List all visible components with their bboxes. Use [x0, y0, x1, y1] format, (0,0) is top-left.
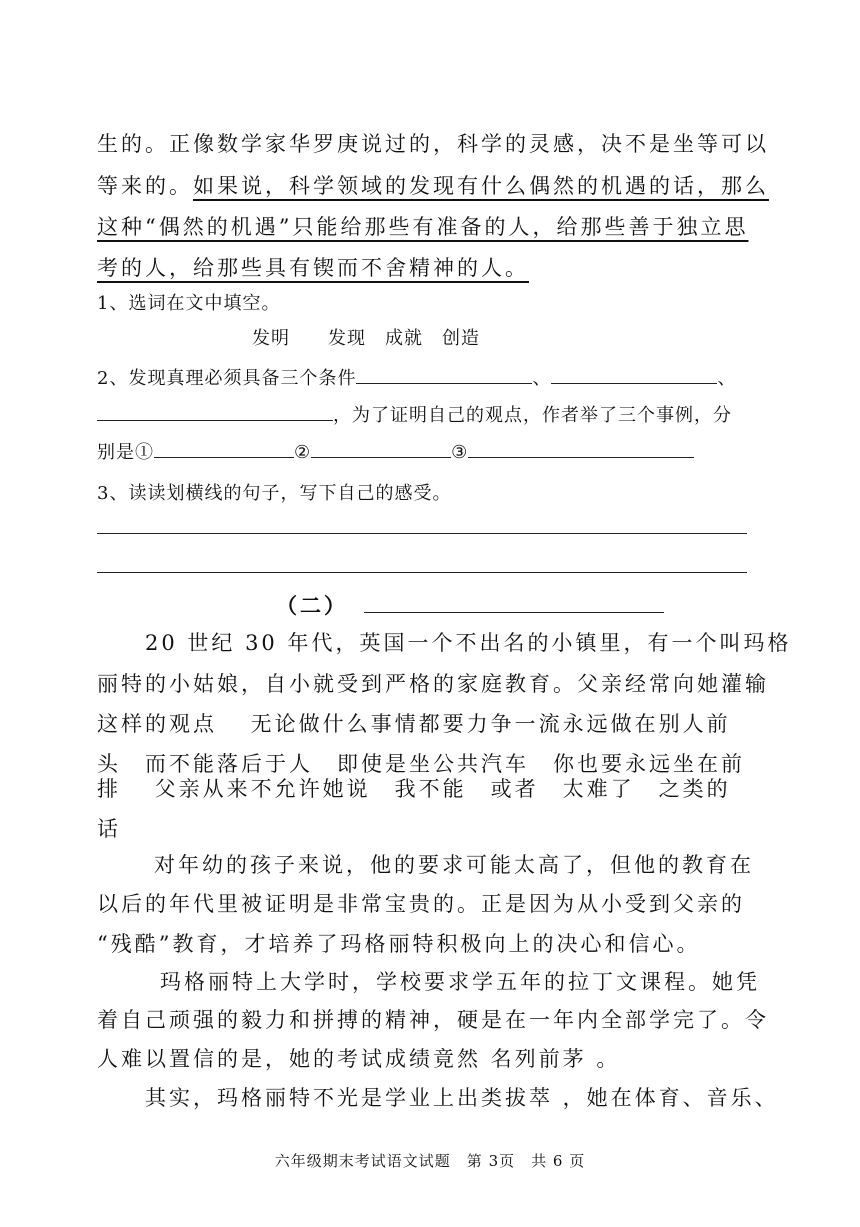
separator: 、	[717, 368, 737, 389]
passage-line: 玛格丽特上大学时，学校要求学五年的拉丁文课程。她凭	[160, 970, 760, 994]
answer-blank[interactable]	[551, 367, 717, 384]
passage-line: 着自己顽强的毅力和拼搏的精神，硬是在一年内全部学完了。令	[97, 1008, 769, 1032]
title-blank[interactable]	[364, 594, 664, 613]
question-2	[97, 364, 736, 390]
answer-blank[interactable]	[356, 367, 532, 384]
passage-line: 对年幼的孩子来说，他的要求可能太高了，但他的教育在	[154, 853, 754, 877]
word-choices: 发明 发现 成就 创造	[252, 328, 480, 349]
example-marker: 别是①	[97, 442, 154, 463]
section-heading	[276, 590, 664, 620]
underlined-sentence: 考的人，给那些具有锲而不舍精神的人。	[97, 256, 529, 280]
passage-line: 排 父亲从来不允许她说 我不能 或者 太难了 之类的	[97, 777, 731, 801]
answer-blank[interactable]	[97, 404, 333, 421]
passage-line: 20 世纪 30 年代，英国一个不出名的小镇里，有一个叫玛格	[145, 631, 792, 655]
passage-line	[97, 170, 769, 200]
answer-blank[interactable]	[311, 441, 451, 458]
question-3: 3、读读划横线的句子，写下自己的感受。	[97, 483, 452, 504]
answer-blank[interactable]	[154, 441, 294, 458]
passage-line: 人难以置信的是，她的考试成绩竟然 名列前茅 。	[97, 1047, 621, 1071]
question-2-continued	[97, 401, 732, 427]
passage-line: 话	[97, 817, 121, 841]
page-footer: 六年级期末考试语文试题 第 3页 共 6 页	[274, 1152, 586, 1170]
passage-line: 这样的观点 无论做什么事情都要力争一流永远做在别人前	[97, 712, 731, 736]
passage-text: 等来的。	[97, 174, 193, 198]
passage-line: 其实，玛格丽特不光是学业上出类拔萃 ，她在体育、音乐、	[145, 1086, 779, 1110]
passage-line: 丽特的小姑娘，自小就受到严格的家庭教育。父亲经常向她灌输	[97, 672, 769, 696]
answer-line[interactable]	[97, 533, 747, 534]
answer-blank[interactable]	[468, 441, 694, 458]
underlined-sentence: 如果说，科学领域的发现有什么偶然的机遇的话，那么	[193, 174, 769, 198]
example-marker: ②	[294, 442, 312, 463]
example-marker: ③	[451, 442, 469, 463]
question-2-text: 2、发现真理必须具备三个条件	[97, 368, 357, 389]
passage-line: “残酷”教育，才培养了玛格丽特积极向上的决心和信心。	[97, 932, 701, 956]
underlined-sentence: 这种“偶然的机遇”只能给那些有准备的人，给那些善于独立思	[97, 215, 749, 239]
question-1: 1、选词在文中填空。	[97, 293, 281, 314]
answer-line[interactable]	[97, 572, 747, 573]
passage-line: 生的。正像数学家华罗庚说过的，科学的灵感，决不是坐等可以	[97, 132, 769, 156]
separator: 、	[532, 368, 552, 389]
section-number: （二）	[276, 593, 348, 618]
passage-line: 头 而不能落后于人 即使是坐公共汽车 你也要永远坐在前	[97, 752, 745, 776]
question-2-examples	[97, 438, 694, 464]
passage-line: 以后的年代里被证明是非常宝贵的。正是因为从小受到父亲的	[97, 892, 745, 916]
question-2-text: ，为了证明自己的观点，作者举了三个事例，分	[333, 405, 732, 426]
